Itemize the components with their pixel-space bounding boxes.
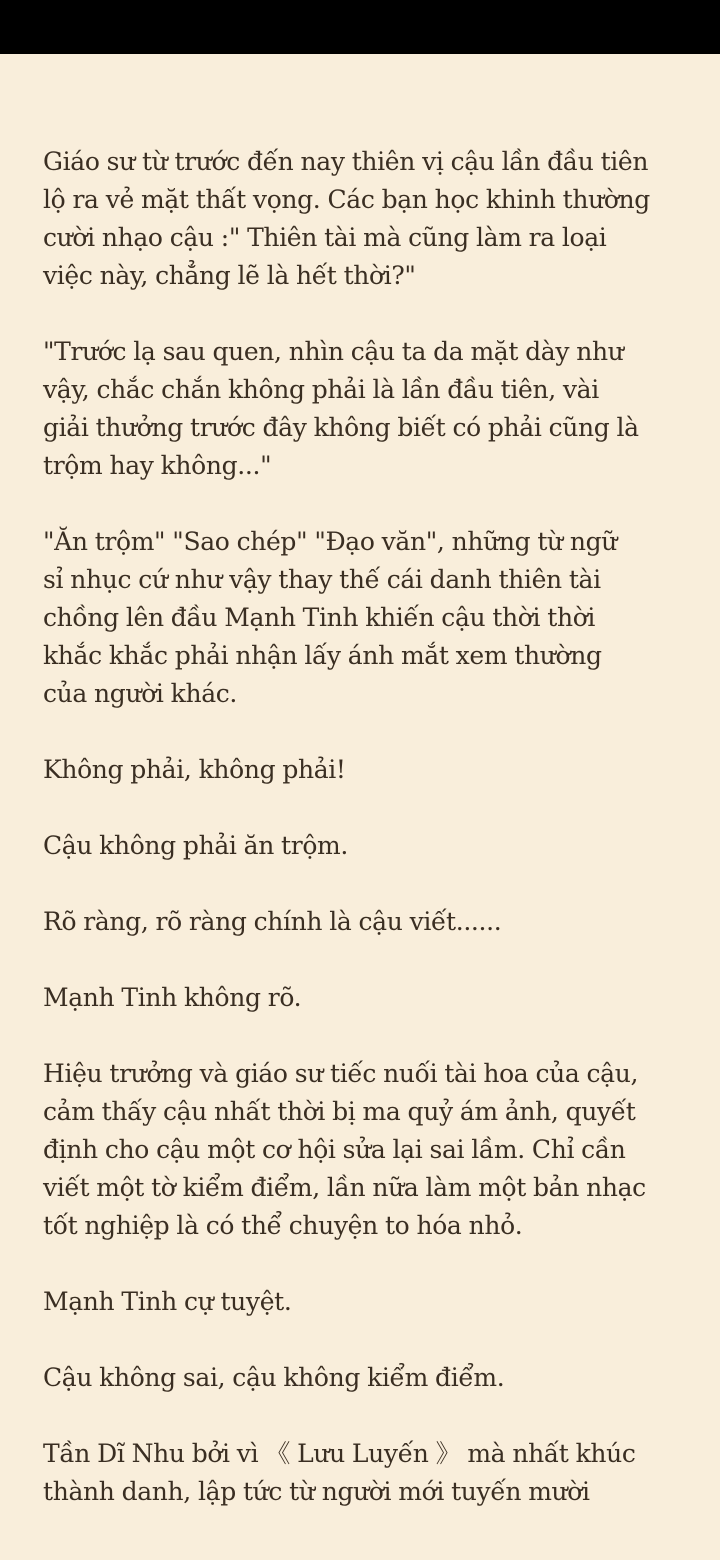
text-line: trộm hay không..." — [43, 451, 272, 480]
paragraph — [43, 1055, 683, 1245]
text-line: sỉ nhục cứ như vậy thay thế cái danh thiên tài — [43, 565, 601, 594]
text-line: Mạnh Tinh không rõ. — [43, 983, 302, 1012]
text-line: cười nhạo cậu :" Thiên tài mà cũng làm ra loại — [43, 223, 607, 252]
text-line: Không phải, không phải! — [43, 755, 346, 784]
reading-content[interactable] — [43, 143, 683, 1549]
text-line: chồng lên đầu Mạnh Tinh khiến cậu thời thời — [43, 603, 596, 632]
paragraph — [43, 827, 683, 865]
text-line: vậy, chắc chắn không phải là lần đầu tiên, vài — [43, 375, 599, 404]
text-line: viết một tờ kiểm điểm, lần nữa làm một bản nhạc — [43, 1173, 646, 1202]
text-line: Tần Dĩ Nhu bởi vì 《 Lưu Luyến 》 mà nhất khúc — [43, 1439, 636, 1468]
text-line: việc này, chẳng lẽ là hết thời?" — [43, 261, 416, 290]
paragraph — [43, 903, 683, 941]
text-line: Cậu không phải ăn trộm. — [43, 831, 348, 860]
text-line: Mạnh Tinh cự tuyệt. — [43, 1287, 292, 1316]
status-bar — [0, 0, 720, 54]
paragraph — [43, 1283, 683, 1321]
paragraph — [43, 1435, 683, 1511]
text-line: tốt nghiệp là có thể chuyện to hóa nhỏ. — [43, 1211, 523, 1240]
text-line: "Trước lạ sau quen, nhìn cậu ta da mặt dày như — [43, 337, 624, 366]
text-line: thành danh, lập tức từ người mới tuyến mười — [43, 1477, 590, 1506]
text-line: của người khác. — [43, 679, 238, 708]
paragraph — [43, 333, 683, 485]
paragraph — [43, 979, 683, 1017]
text-line: khắc khắc phải nhận lấy ánh mắt xem thường — [43, 641, 602, 670]
text-line: Giáo sư từ trước đến nay thiên vị cậu lần đầu tiên — [43, 147, 649, 176]
text-line: lộ ra vẻ mặt thất vọng. Các bạn học khinh thường — [43, 185, 650, 214]
text-line: Cậu không sai, cậu không kiểm điểm. — [43, 1363, 505, 1392]
paragraph — [43, 143, 683, 295]
text-line: "Ăn trộm" "Sao chép" "Đạo văn", những từ ngữ — [43, 527, 618, 556]
paragraph — [43, 1359, 683, 1397]
text-line: định cho cậu một cơ hội sửa lại sai lầm. Chỉ cần — [43, 1135, 626, 1164]
text-line: Hiệu trưởng và giáo sư tiếc nuối tài hoa của cậu, — [43, 1059, 639, 1088]
paragraph — [43, 523, 683, 713]
paragraph — [43, 751, 683, 789]
text-line: cảm thấy cậu nhất thời bị ma quỷ ám ảnh, quyết — [43, 1097, 636, 1126]
text-line: giải thưởng trước đây không biết có phải cũng là — [43, 413, 639, 442]
text-line: Rõ ràng, rõ ràng chính là cậu viết...... — [43, 907, 502, 936]
